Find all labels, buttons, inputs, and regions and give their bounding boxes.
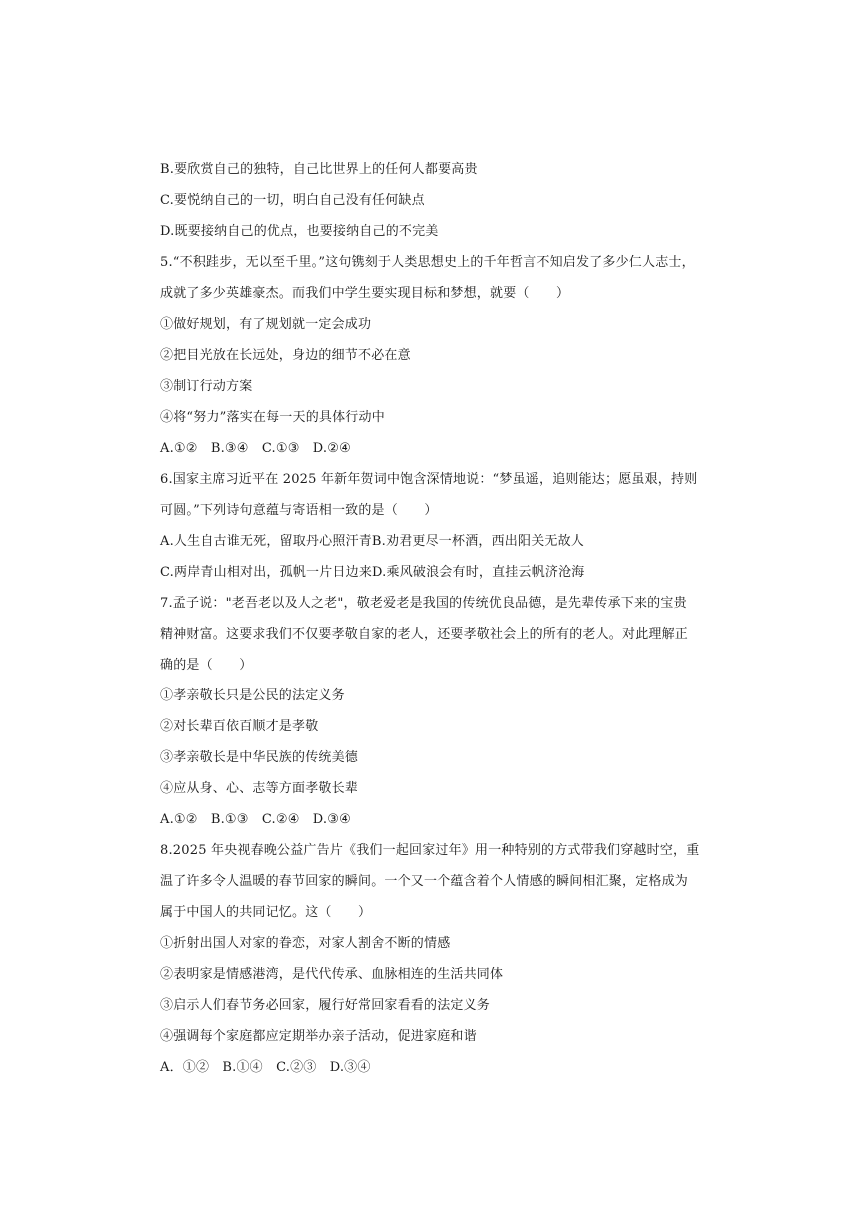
question-6-options-ab: A.人生自古谁无死，留取丹心照汗青B.劝君更尽一杯酒，西出阳关无故人 [160, 534, 585, 549]
question-5-item-4: ④将“努力”落实在每一天的具体行动中 [160, 410, 385, 425]
option-4b: B.要欣赏自己的独特，自己比世界上的任何人都要高贵 [160, 162, 478, 177]
question-8-options: A．①② B.①④ C.②③ D.③④ [160, 1060, 371, 1075]
option-4d: D.既要接纳自己的优点，也要接纳自己的不完美 [160, 224, 439, 239]
question-7-item-1: ①孝亲敬长只是公民的法定义务 [160, 688, 345, 703]
question-5-item-2: ②把目光放在长远处，身边的细节不必在意 [160, 348, 411, 363]
question-8-item-2: ②表明家是情感港湾，是代代传承、血脉相连的生活共同体 [160, 967, 504, 982]
question-5-stem-line-1: 5.“不积跬步，无以至千里。”这句镌刻于人类思想史上的千年哲言不知启发了多少仁人志士， [160, 255, 695, 270]
question-6-stem-line-1: 6.国家主席习近平在 2025 年新年贺词中饱含深情地说：“梦虽遥，追则能达；愿虽艰，持则 [160, 472, 698, 487]
option-4c: C.要悦纳自己的一切，明白自己没有任何缺点 [160, 193, 425, 208]
question-8-item-1: ①折射出国人对家的眷恋，对家人割舍不断的情感 [160, 936, 451, 951]
question-7-stem-line-1: 7.孟子说："老吾老以及人之老"，敬老爱老是我国的传统优良品德，是先辈传承下来的宝贵 [160, 596, 687, 611]
question-5-options: A.①② B.③④ C.①③ D.②④ [160, 441, 351, 456]
question-7-stem-line-2: 精神财富。这要求我们不仅要孝敬自家的老人，还要孝敬社会上的所有的老人。对此理解正 [160, 627, 689, 642]
question-8-stem-line-1: 8.2025 年央视春晚公益广告片《我们一起回家过年》用一种特别的方式带我们穿越时空，重 [160, 843, 700, 858]
question-6-stem-line-2: 可圆。”下列诗句意蕴与寄语相一致的是（ ） [160, 503, 438, 518]
question-5-item-1: ①做好规划，有了规划就一定会成功 [160, 317, 372, 332]
question-7-options: A.①② B.①③ C.②④ D.③④ [160, 812, 351, 827]
question-6-options-cd: C.两岸青山相对出，孤帆一片日边来D.乘风破浪会有时，直挂云帆济沧海 [160, 565, 585, 580]
question-8-item-4: ④强调每个家庭都应定期举办亲子活动，促进家庭和谐 [160, 1029, 477, 1044]
question-7-stem-line-3: 确的是（ ） [160, 658, 253, 673]
question-8-item-3: ③启示人们春节务必回家，履行好常回家看看的法定义务 [160, 998, 491, 1013]
question-5-item-3: ③制订行动方案 [160, 379, 253, 394]
question-7-item-2: ②对长辈百依百顺才是孝敬 [160, 719, 319, 734]
question-8-stem-line-3: 属于中国人的共同记忆。这（ ） [160, 905, 372, 920]
question-7-item-3: ③孝亲敬长是中华民族的传统美德 [160, 750, 359, 765]
question-8-stem-line-2: 温了许多令人温暖的春节回家的瞬间。一个又一个蕴含着个人情感的瞬间相汇聚，定格成为 [160, 874, 689, 889]
question-5-stem-line-2: 成就了多少英雄豪杰。而我们中学生要实现目标和梦想，就要（ ） [160, 286, 570, 301]
question-7-item-4: ④应从身、心、志等方面孝敬长辈 [160, 781, 359, 796]
